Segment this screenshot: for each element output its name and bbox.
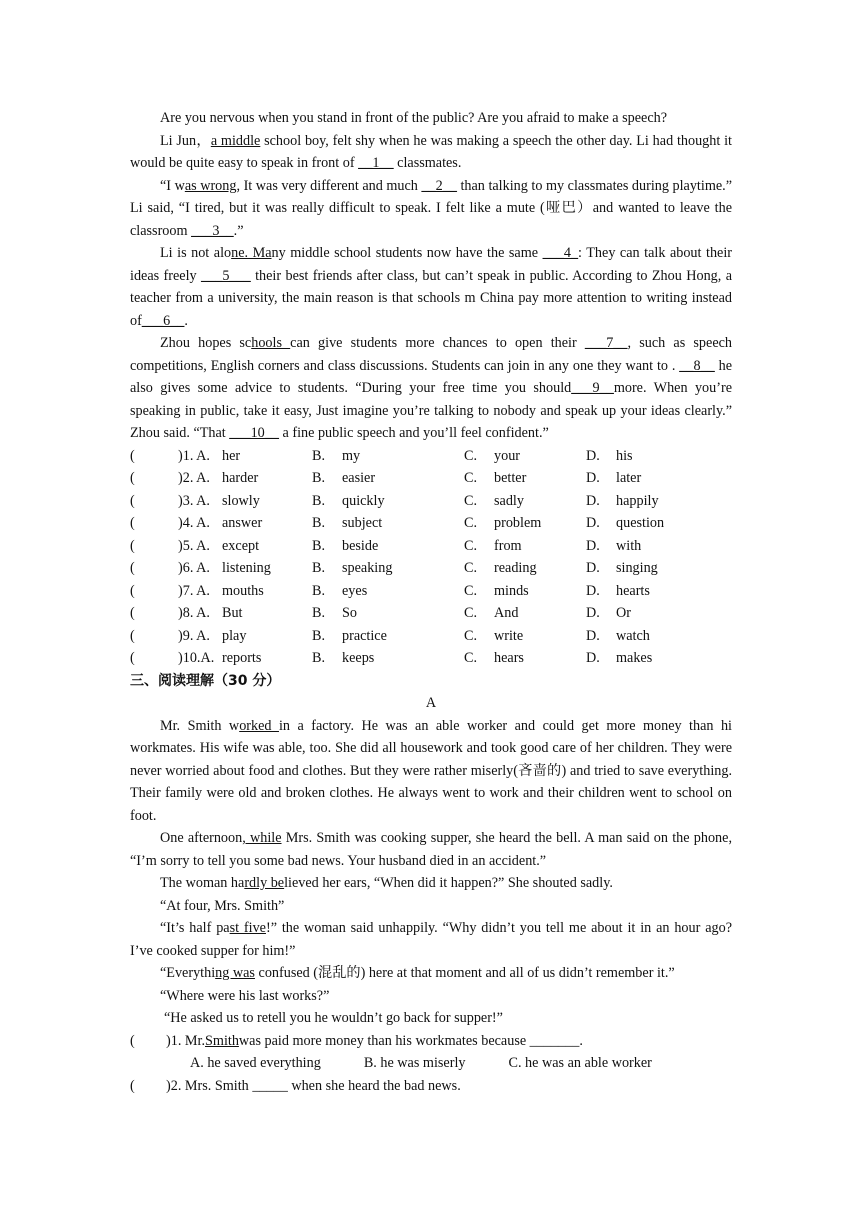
cloze-paragraph-2: Li Jun，a middle school boy, felt shy when he was making a speech the other day. Li had thought it would be quite easy to speak in front of __1__ classmates. — [130, 132, 732, 171]
answer-paren[interactable]: ( — [130, 560, 135, 576]
option-d[interactable]: later — [616, 470, 642, 486]
blank-3[interactable]: ___3__ — [191, 222, 234, 239]
option-d-label: D. — [586, 582, 600, 599]
reading-paragraph-3: The woman hardly believed her ears, “When did it happen?” She shouted sadly. — [160, 875, 613, 891]
option-c-label: C. — [464, 627, 478, 644]
answer-paren[interactable]: ( — [130, 537, 135, 554]
answer-paren[interactable]: ( — [130, 515, 135, 531]
option-c-label: C. — [464, 515, 478, 531]
blank-10[interactable]: ___10__ — [229, 425, 279, 441]
option-c[interactable]: problem — [494, 515, 542, 531]
option-c[interactable]: better — [494, 470, 527, 486]
option-row — [130, 445, 732, 468]
question-number: )4. A. — [178, 515, 210, 531]
option-d-label: D. — [586, 492, 600, 509]
answer-paren[interactable]: ( — [130, 605, 135, 621]
option-c-label: C. — [464, 492, 478, 509]
reading-paragraph-4: “At four, Mrs. Smith” — [160, 897, 285, 914]
cloze-paragraph-3: “I was wrong, It was very different and much __2__ than talking to my classmates during playtime.” Li said, “I tired, but it was really difficult to speak. I felt like a mute (哑巴）and wanted to leave the classroom ___3__.” — [130, 177, 732, 239]
option-d[interactable]: hearts — [616, 582, 650, 599]
option-b[interactable]: speaking — [342, 560, 393, 576]
question-number: )7. A. — [178, 582, 210, 599]
blank-5[interactable]: ___5___ — [201, 267, 251, 284]
option-c[interactable]: hears — [494, 650, 524, 666]
question-number: )5. A. — [178, 537, 210, 554]
option-row — [130, 580, 732, 603]
option-d[interactable]: question — [616, 515, 665, 531]
answer-paren[interactable]: ( — [130, 447, 135, 464]
option-d-label: D. — [586, 447, 600, 464]
option-d-label: D. — [586, 470, 600, 486]
option-c[interactable]: sadly — [494, 492, 524, 509]
option-d[interactable]: singing — [616, 560, 658, 576]
option-c-label: C. — [464, 582, 478, 599]
option-c-label: C. — [464, 605, 478, 621]
option-b[interactable]: keeps — [342, 650, 375, 666]
option-row — [130, 512, 732, 535]
blank-4[interactable]: ___4_ — [542, 245, 579, 261]
reading-paragraph-1: Mr. Smith worked in a factory. He was an able worker and could get more money than hi workmates. His wife was able, too. She did all housework and took good care of her children. They were never worried about food and clothes. But they were rather miserly(吝啬的) and tried to save everything. Their family were old and broken clothes. He always went to work and their children went to school on foot. — [130, 717, 732, 824]
option-row — [130, 535, 732, 558]
blank-6[interactable]: ___6__ — [141, 312, 185, 329]
option-b[interactable]: beside — [342, 537, 379, 554]
question-number: )8. A. — [178, 605, 210, 621]
option-b-label: B. — [312, 492, 326, 509]
option-a[interactable]: But — [222, 605, 243, 621]
option-c[interactable]: C. he was an able worker — [508, 1055, 652, 1071]
option-c[interactable]: reading — [494, 560, 537, 576]
answer-paren[interactable]: ( — [130, 650, 135, 666]
option-a[interactable]: her — [222, 447, 241, 464]
document-page — [130, 107, 732, 1097]
option-c-label: C. — [464, 447, 478, 464]
option-a[interactable]: slowly — [222, 492, 260, 509]
option-d-label: D. — [586, 605, 600, 621]
option-d[interactable]: happily — [616, 492, 659, 509]
option-d[interactable]: makes — [616, 650, 653, 666]
option-c[interactable]: from — [494, 537, 522, 554]
reading-paragraph-8: “He asked us to retell you he wouldn’t go back for supper!” — [164, 1010, 503, 1026]
option-b[interactable]: subject — [342, 515, 383, 531]
option-a[interactable]: except — [222, 537, 260, 554]
cloze-paragraph-1: Are you nervous when you stand in front of the public? Are you afraid to make a speech? — [160, 110, 668, 126]
option-a[interactable]: reports — [222, 650, 262, 666]
blank-8[interactable]: __8__ — [679, 357, 715, 374]
option-d-label: D. — [586, 537, 600, 554]
passage-label: A — [425, 695, 437, 711]
option-d-label: D. — [586, 627, 600, 644]
answer-paren[interactable]: ( — [130, 1077, 135, 1094]
question-1-options — [130, 1052, 732, 1075]
option-b-label: B. — [312, 627, 326, 644]
option-b[interactable]: B. he was miserly — [363, 1055, 466, 1071]
option-b[interactable]: my — [342, 447, 361, 464]
option-d[interactable]: with — [616, 537, 642, 554]
section-title: 三、阅读理解（30 分） — [130, 672, 281, 689]
option-b-label: B. — [312, 447, 326, 464]
option-b[interactable]: practice — [342, 627, 387, 644]
option-a[interactable]: play — [222, 627, 247, 644]
option-a[interactable]: A. he saved everything — [190, 1055, 321, 1071]
option-d-label: D. — [586, 560, 600, 576]
question-number: )3. A. — [178, 492, 210, 509]
option-b-label: B. — [312, 470, 326, 486]
option-a[interactable]: harder — [222, 470, 259, 486]
option-row — [130, 602, 732, 625]
cloze-paragraph-5: Zhou hopes schools can give students more chances to open their ___7__, such as speech competitions, English corners and class discussions. Students can join in any one they want to . __8__ he also gives some advice to students. “During your free time you should___9__more. When you’re speaking in public, take it easy, Just imagine you’re talking to nobody and speak up your ideas clearly.” Zhou said. “That ___10__ a fine public speech and you’ll feel confident.” — [130, 335, 733, 441]
blank-7[interactable]: ___7__ — [584, 335, 628, 351]
question-number: )2. A. — [178, 470, 210, 486]
cloze-paragraph-4: Li is not alone. Many middle school students now have the same ___4_: They can talk about their ideas freely ___5___ their best friends after class, but can’t speak in public. According to Zhou Hong, a teacher from a university, the main reason is that schools m China pay more attention to writing instead of___6__. — [130, 245, 733, 329]
blank-1[interactable]: __1__ — [358, 155, 394, 171]
option-b[interactable]: quickly — [342, 492, 385, 509]
blank-9[interactable]: ___9__ — [571, 380, 614, 396]
option-c-label: C. — [464, 650, 478, 666]
question-number: )6. A. — [178, 560, 210, 576]
blank-2[interactable]: __2__ — [421, 177, 457, 194]
answer-paren[interactable]: ( — [130, 627, 135, 644]
option-c[interactable]: And — [494, 605, 519, 621]
option-d-label: D. — [586, 650, 600, 666]
option-b[interactable]: easier — [342, 470, 376, 486]
question-1: ( )1. Mr. Smith was paid more money than his workmates because _______. — [130, 1030, 732, 1053]
answer-paren[interactable]: ( — [130, 492, 135, 509]
option-c[interactable]: your — [494, 447, 521, 464]
option-b-label: B. — [312, 560, 326, 576]
option-b-label: B. — [312, 515, 326, 531]
option-b-label: B. — [312, 582, 326, 599]
option-row — [130, 647, 732, 670]
option-b-label: B. — [312, 605, 326, 621]
reading-paragraph-6: “Everything was confused (混乱的) here at that moment and all of us didn’t remember it.” — [160, 965, 675, 981]
option-a[interactable]: mouths — [222, 582, 264, 599]
option-c-label: C. — [464, 470, 478, 486]
option-row — [130, 625, 732, 648]
question-number: )9. A. — [178, 627, 210, 644]
option-a[interactable]: answer — [222, 515, 263, 531]
option-b[interactable]: eyes — [342, 582, 368, 599]
option-d[interactable]: Or — [616, 605, 631, 621]
reading-paragraph-5: “It’s half past five!” the woman said unhappily. “Why didn’t you tell me about it in an hour ago? I’ve cooked supper for him!” — [130, 920, 732, 959]
option-b-label: B. — [312, 537, 326, 554]
reading-paragraph-2: One afternoon, while Mrs. Smith was cooking supper, she heard the bell. A man said on the phone, “I’m sorry to tell you some bad news. Your husband died in an accident.” — [130, 830, 732, 869]
option-b[interactable]: So — [342, 605, 357, 621]
question-2: ( )2. Mrs. Smith _____ when she heard the bad news. — [130, 1075, 732, 1098]
answer-paren[interactable]: ( — [130, 582, 135, 599]
option-b-label: B. — [312, 650, 326, 666]
reading-paragraph-7: “Where were his last works?” — [160, 987, 330, 1004]
option-d[interactable]: his — [616, 447, 633, 464]
option-c-label: C. — [464, 537, 478, 554]
option-c[interactable]: minds — [494, 582, 529, 599]
option-row — [130, 490, 732, 513]
answer-paren[interactable]: ( — [130, 470, 135, 486]
question-number: )1. A. — [178, 447, 210, 464]
option-row — [130, 557, 732, 580]
option-c[interactable]: write — [494, 627, 524, 644]
option-c-label: C. — [464, 560, 478, 576]
option-d[interactable]: watch — [616, 627, 650, 644]
question-number: )10.A. — [178, 650, 215, 666]
answer-paren[interactable]: ( — [130, 1032, 135, 1049]
cloze-options-table — [130, 445, 732, 670]
option-a[interactable]: listening — [222, 560, 271, 576]
option-row — [130, 467, 732, 490]
option-d-label: D. — [586, 515, 600, 531]
